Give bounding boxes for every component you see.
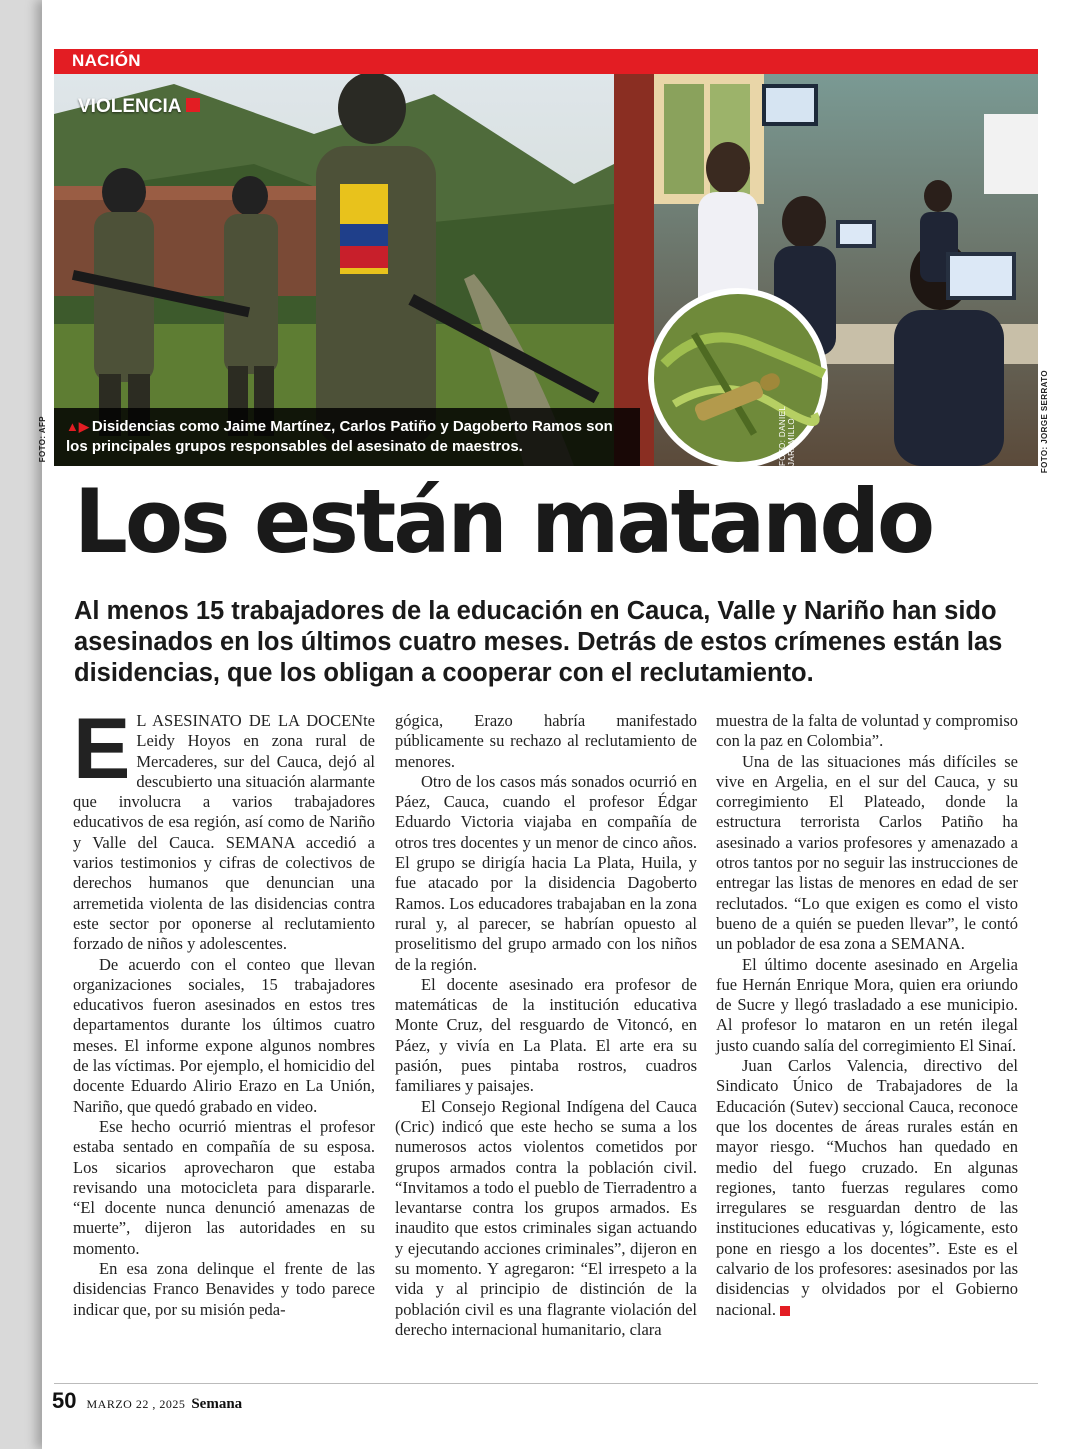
caption-text: Disidencias como Jaime Martínez, Carlos Patiño y Dagoberto Ramos son los principales grupos responsables del asesinato de maestros. [66,418,613,455]
photo-caption [54,408,640,466]
article-column-3 [716,711,1018,1320]
paragraph: gógica, Erazo habría manifestado públicamente su rechazo al reclutamiento de menores. [395,711,697,771]
drop-cap: E [73,701,131,797]
page-footer [52,1388,242,1414]
article-column-1 [73,701,375,1320]
section-label: NACIÓN [72,51,141,70]
red-square-icon [186,98,200,112]
end-mark-icon [780,1306,790,1316]
issue-date: MARZO 22 , 2025 [86,1397,186,1411]
paragraph: En esa zona delinque el frente de las disidencias Franco Benavides y todo parece indicar que, por su misión peda- [73,1259,375,1319]
article-column-2 [395,711,697,1340]
paragraph: El docente asesinado era profesor de matemáticas de la institución educativa Monte Cruz, del resguardo de Vitoncó, en Páez, y vivía en La Plata. El arte era su pasión, pues pintaba rostros, cuadros familiares y paisajes. [395,974,697,1096]
publication-name: Semana [191,1396,243,1412]
paragraph: Otro de los casos más sonados ocurrió en Páez, Cauca, cuando el profesor Édgar Eduardo Victoria viajaba en compañía de otros tres docentes y un menor de cinco años. El grupo se dirigía hacia La Plata, Huila, y fue atacado por la disidencia Dagoberto Ramos. Los educadores trabajaban en la zona rural y, al parecer, se habrían opuesto al proselitismo del grupo armado con los niños de la región. [395,771,697,974]
paragraph: De acuerdo con el conteo que llevan organizaciones sociales, 15 trabajadores educativos fueron asesinados en estos tres departamentos durante los últimos cuatro meses. El informe expone algunos nombres de las víctimas. Por ejemplo, el homicidio del docente Eduardo Alirio Erazo en La Unión, Nariño, que quedó grabado en video. [73,954,375,1116]
tag-label: VIOLENCIA [78,96,182,117]
paragraph: El último docente asesinado en Argelia fue Hernán Enrique Mora, quien era oriundo de Sucre y llegó trasladado a ese municipio. Al profesor lo mataron en un retén ilegal justo cuando salía del corregimiento El Sinaí. [716,954,1018,1055]
paragraph: E L ASESINATO DE LA DOCENte Leidy Hoyos en zona rural de Mercaderes, sur del Cauca, dejó al descubierto una situación alarmante que involucra a varios trabajadores educativos de esa región, así como de Nariño y Valle del Cauca. SEMANA accedió a varios testimonios y cifras de colectivos de derechos humanos que denuncian una arremetida violenta de las disidencias contra este sector por oponerse al reclutamiento forzado de niños y adolescentes. [73,701,375,954]
photo-credit-left: FOTO: AFP [38,416,47,463]
page-number: 50 [52,1388,77,1413]
paragraph: El Consejo Regional Indígena del Cauca (Cric) indicó que este hecho se suma a los numerosos actos violentos cometidos por grupos armados contra la población civil. “Invitamos a todo el pueblo de Tierradentro a levantarse contra los grupos armados. Es inaudito que estos criminales sigan actuando y ejecutando acciones criminales”, dijeron en su momento. Y agregaron: “El irrespeto a la vida y al principio de distinción de la población civil es una flagrante violación del derecho internacional humanitario, clara [395,1096,697,1339]
footer-rule [54,1383,1038,1384]
deck: Al menos 15 trabajadores de la educación en Cauca, Valle y Nariño han sido asesinados en los últimos cuatro meses. Detrás de estos crímenes están las disidencias, que los obligan a cooperar con el reclutamiento. [74,597,1003,687]
article-photo [54,74,1038,466]
section-bar [54,49,1038,74]
paragraph: Juan Carlos Valencia, directivo del Sindicato Único de Trabajadores de la Educación (Sutev) seccional Cauca, reconoce que los docentes de áreas rurales están en mayor riesgo. “Muchos han quedado en medio del fuego cruzado. En algunas regiones, tanto fuerzas regulares como irregulares se resguardan dentro de las instituciones educativas y, lógicamente, esto pone en riesgo a los docentes”. Este es el calvario de los profesores: asesinados por las disidencias y olvidados por el Gobierno nacional. [716,1056,1018,1319]
paragraph: muestra de la falta de voluntad y compromiso con la paz en Colombia”. [716,711,1018,751]
headline: Los están matando [74,470,933,573]
triangle-arrows-icon: ▲▶ [66,419,89,434]
inset-photo-credit: FOTO: DANIEL JARAMILLO [778,406,796,466]
photo-credit-right: FOTO: JORGE SERRATO [1040,370,1049,474]
magazine-page [38,0,1080,1449]
photo-tag [78,96,200,118]
paragraph: Ese hecho ocurrió mientras el profesor estaba sentado en compañía de su esposa. Los sicarios aprovecharon que estaba revisando una motocicleta para dispararle. “El docente nunca denunció amenazas de muerte”, dijeron las autoridades en su momento. [73,1116,375,1258]
paragraph: Una de las situaciones más difíciles se vive en Argelia, en el sur del Cauca, y su corregimiento El Plateado, donde la estructura terrorista Carlos Patiño ha asesinado a varios profesores y amenazado a otros tantos por no seguir las instrucciones de entregar las listas de menores en edad de ser reclutados. “Lo que exigen es como el visto bueno de a quién se pueden llevar”, le contó un poblador de esa zona a SEMANA. [716,751,1018,954]
